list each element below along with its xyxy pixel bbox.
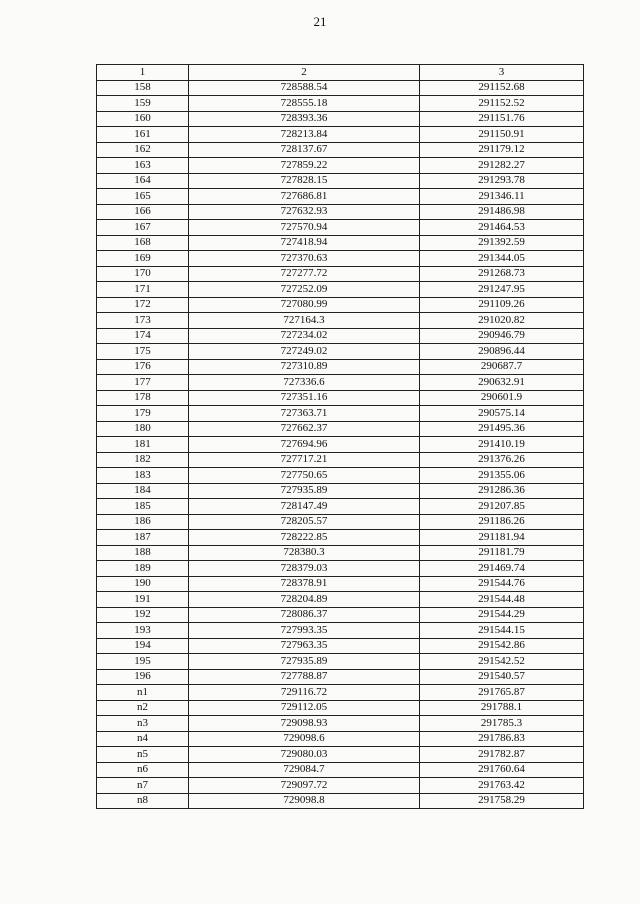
y-coordinate-cell: 291495.36: [420, 421, 584, 437]
y-coordinate-cell: 291346.11: [420, 189, 584, 205]
y-coordinate-cell: 291392.59: [420, 235, 584, 251]
x-coordinate-cell: 728086.37: [189, 607, 420, 623]
x-coordinate-cell: 729098.8: [189, 793, 420, 809]
point-id-cell: 168: [97, 235, 189, 251]
table-row: [97, 452, 584, 468]
point-id-cell: 162: [97, 142, 189, 158]
table-row: [97, 793, 584, 809]
x-coordinate-cell: 727418.94: [189, 235, 420, 251]
table-row: [97, 111, 584, 127]
point-id-cell: 176: [97, 359, 189, 375]
x-coordinate-cell: 728213.84: [189, 127, 420, 143]
y-coordinate-cell: 291268.73: [420, 266, 584, 282]
y-coordinate-cell: 291179.12: [420, 142, 584, 158]
y-coordinate-cell: 291486.98: [420, 204, 584, 220]
table-row: [97, 80, 584, 96]
y-coordinate-cell: 291186.26: [420, 514, 584, 530]
table-row: [97, 731, 584, 747]
y-coordinate-cell: 291282.27: [420, 158, 584, 174]
point-id-cell: 166: [97, 204, 189, 220]
y-coordinate-cell: 291758.29: [420, 793, 584, 809]
point-id-cell: 160: [97, 111, 189, 127]
table-row: [97, 282, 584, 298]
y-coordinate-cell: 291376.26: [420, 452, 584, 468]
point-id-cell: 167: [97, 220, 189, 236]
point-id-cell: 178: [97, 390, 189, 406]
x-coordinate-cell: 727164.3: [189, 313, 420, 329]
point-id-cell: 180: [97, 421, 189, 437]
x-coordinate-cell: 727370.63: [189, 251, 420, 267]
y-coordinate-cell: 291020.82: [420, 313, 584, 329]
y-coordinate-cell: 291786.83: [420, 731, 584, 747]
x-coordinate-cell: 728380.3: [189, 545, 420, 561]
point-id-cell: 172: [97, 297, 189, 313]
point-id-cell: 182: [97, 452, 189, 468]
x-coordinate-cell: 729084.7: [189, 762, 420, 778]
point-id-cell: 193: [97, 623, 189, 639]
point-id-cell: 173: [97, 313, 189, 329]
table-row: [97, 669, 584, 685]
table-row: [97, 235, 584, 251]
table-row: [97, 437, 584, 453]
x-coordinate-cell: 727363.71: [189, 406, 420, 422]
point-id-cell: 183: [97, 468, 189, 484]
header-row: [97, 65, 584, 81]
point-id-cell: 165: [97, 189, 189, 205]
table-body: [97, 80, 584, 809]
x-coordinate-cell: 727249.02: [189, 344, 420, 360]
y-coordinate-cell: 291181.79: [420, 545, 584, 561]
y-coordinate-cell: 290896.44: [420, 344, 584, 360]
x-coordinate-cell: 729112.05: [189, 700, 420, 716]
y-coordinate-cell: 291782.87: [420, 747, 584, 763]
x-coordinate-cell: 729116.72: [189, 685, 420, 701]
table-row: [97, 778, 584, 794]
x-coordinate-cell: 727570.94: [189, 220, 420, 236]
point-id-cell: 181: [97, 437, 189, 453]
x-coordinate-cell: 727277.72: [189, 266, 420, 282]
y-coordinate-cell: 291181.94: [420, 530, 584, 546]
x-coordinate-cell: 727310.89: [189, 359, 420, 375]
x-coordinate-cell: 729080.03: [189, 747, 420, 763]
table-row: [97, 576, 584, 592]
x-coordinate-cell: 727694.96: [189, 437, 420, 453]
y-coordinate-cell: 291760.64: [420, 762, 584, 778]
point-id-cell: 171: [97, 282, 189, 298]
y-coordinate-cell: 291785.3: [420, 716, 584, 732]
y-coordinate-cell: 290575.14: [420, 406, 584, 422]
x-coordinate-cell: 728205.57: [189, 514, 420, 530]
table-row: [97, 545, 584, 561]
x-coordinate-cell: 727935.89: [189, 654, 420, 670]
x-coordinate-cell: 727686.81: [189, 189, 420, 205]
table-row: [97, 142, 584, 158]
header-cell-col-1: 1: [97, 65, 189, 81]
point-id-cell: 158: [97, 80, 189, 96]
point-id-cell: 169: [97, 251, 189, 267]
table-row: [97, 716, 584, 732]
point-id-cell: 192: [97, 607, 189, 623]
table-row: [97, 173, 584, 189]
table-row: [97, 297, 584, 313]
table-row: [97, 700, 584, 716]
point-id-cell: 187: [97, 530, 189, 546]
y-coordinate-cell: 291544.15: [420, 623, 584, 639]
table-row: [97, 638, 584, 654]
y-coordinate-cell: 291247.95: [420, 282, 584, 298]
point-id-cell: 194: [97, 638, 189, 654]
table-row: [97, 390, 584, 406]
x-coordinate-cell: 727859.22: [189, 158, 420, 174]
x-coordinate-cell: 727662.37: [189, 421, 420, 437]
y-coordinate-cell: 290687.7: [420, 359, 584, 375]
point-id-cell: 174: [97, 328, 189, 344]
point-id-cell: n3: [97, 716, 189, 732]
table-row: [97, 607, 584, 623]
table-row: [97, 747, 584, 763]
x-coordinate-cell: 727993.35: [189, 623, 420, 639]
x-coordinate-cell: 728378.91: [189, 576, 420, 592]
y-coordinate-cell: 290946.79: [420, 328, 584, 344]
table-row: [97, 96, 584, 112]
point-id-cell: 189: [97, 561, 189, 577]
y-coordinate-cell: 291150.91: [420, 127, 584, 143]
y-coordinate-cell: 290601.9: [420, 390, 584, 406]
y-coordinate-cell: 291152.52: [420, 96, 584, 112]
table-row: [97, 592, 584, 608]
table-row: [97, 421, 584, 437]
point-id-cell: 184: [97, 483, 189, 499]
point-id-cell: n1: [97, 685, 189, 701]
table-row: [97, 499, 584, 515]
y-coordinate-cell: 291469.74: [420, 561, 584, 577]
y-coordinate-cell: 291410.19: [420, 437, 584, 453]
x-coordinate-cell: 728147.49: [189, 499, 420, 515]
x-coordinate-cell: 728222.85: [189, 530, 420, 546]
y-coordinate-cell: 291788.1: [420, 700, 584, 716]
point-id-cell: 188: [97, 545, 189, 561]
table-row: [97, 514, 584, 530]
x-coordinate-cell: 728137.67: [189, 142, 420, 158]
y-coordinate-cell: 291152.68: [420, 80, 584, 96]
table-row: [97, 375, 584, 391]
table-row: [97, 530, 584, 546]
point-id-cell: 185: [97, 499, 189, 515]
point-id-cell: n2: [97, 700, 189, 716]
x-coordinate-cell: 728555.18: [189, 96, 420, 112]
point-id-cell: n4: [97, 731, 189, 747]
table-row: [97, 654, 584, 670]
header-cell-col-3: 3: [420, 65, 584, 81]
y-coordinate-cell: 291544.29: [420, 607, 584, 623]
y-coordinate-cell: 291464.53: [420, 220, 584, 236]
x-coordinate-cell: 729098.6: [189, 731, 420, 747]
x-coordinate-cell: 727632.93: [189, 204, 420, 220]
table-row: [97, 483, 584, 499]
x-coordinate-cell: 727252.09: [189, 282, 420, 298]
point-id-cell: 170: [97, 266, 189, 282]
table-row: [97, 251, 584, 267]
table-row: [97, 468, 584, 484]
y-coordinate-cell: 291542.86: [420, 638, 584, 654]
table-row: [97, 561, 584, 577]
y-coordinate-cell: 291207.85: [420, 499, 584, 515]
y-coordinate-cell: 291544.76: [420, 576, 584, 592]
y-coordinate-cell: 291344.05: [420, 251, 584, 267]
table-row: [97, 189, 584, 205]
table-row: [97, 158, 584, 174]
header-cell-col-2: 2: [189, 65, 420, 81]
point-id-cell: 175: [97, 344, 189, 360]
point-id-cell: n6: [97, 762, 189, 778]
point-id-cell: 159: [97, 96, 189, 112]
point-id-cell: 163: [97, 158, 189, 174]
point-id-cell: 186: [97, 514, 189, 530]
x-coordinate-cell: 728379.03: [189, 561, 420, 577]
y-coordinate-cell: 291286.36: [420, 483, 584, 499]
y-coordinate-cell: 291540.57: [420, 669, 584, 685]
x-coordinate-cell: 727351.16: [189, 390, 420, 406]
point-id-cell: 196: [97, 669, 189, 685]
x-coordinate-cell: 729097.72: [189, 778, 420, 794]
table-header: [97, 65, 584, 81]
y-coordinate-cell: 291293.78: [420, 173, 584, 189]
x-coordinate-cell: 727080.99: [189, 297, 420, 313]
point-id-cell: 177: [97, 375, 189, 391]
x-coordinate-cell: 727336.6: [189, 375, 420, 391]
point-id-cell: n5: [97, 747, 189, 763]
y-coordinate-cell: 290632.91: [420, 375, 584, 391]
x-coordinate-cell: 728588.54: [189, 80, 420, 96]
x-coordinate-cell: 727788.87: [189, 669, 420, 685]
table-row: [97, 204, 584, 220]
table-row: [97, 328, 584, 344]
y-coordinate-cell: 291151.76: [420, 111, 584, 127]
table-row: [97, 313, 584, 329]
y-coordinate-cell: 291355.06: [420, 468, 584, 484]
table-row: [97, 220, 584, 236]
x-coordinate-cell: 727963.35: [189, 638, 420, 654]
x-coordinate-cell: 727828.15: [189, 173, 420, 189]
point-id-cell: 161: [97, 127, 189, 143]
x-coordinate-cell: 728393.36: [189, 111, 420, 127]
point-id-cell: 190: [97, 576, 189, 592]
table-row: [97, 127, 584, 143]
table-row: [97, 762, 584, 778]
x-coordinate-cell: 728204.89: [189, 592, 420, 608]
x-coordinate-cell: 727935.89: [189, 483, 420, 499]
x-coordinate-cell: 727717.21: [189, 452, 420, 468]
page-number: 21: [313, 14, 327, 29]
x-coordinate-cell: 729098.93: [189, 716, 420, 732]
table-row: [97, 344, 584, 360]
table-row: [97, 266, 584, 282]
table-row: [97, 406, 584, 422]
point-id-cell: 164: [97, 173, 189, 189]
point-id-cell: 195: [97, 654, 189, 670]
y-coordinate-cell: 291109.26: [420, 297, 584, 313]
y-coordinate-cell: 291544.48: [420, 592, 584, 608]
coordinates-table: [96, 64, 584, 809]
table-row: [97, 359, 584, 375]
table-row: [97, 685, 584, 701]
point-id-cell: n8: [97, 793, 189, 809]
point-id-cell: 191: [97, 592, 189, 608]
x-coordinate-cell: 727750.65: [189, 468, 420, 484]
y-coordinate-cell: 291765.87: [420, 685, 584, 701]
table-row: [97, 623, 584, 639]
y-coordinate-cell: 291542.52: [420, 654, 584, 670]
point-id-cell: n7: [97, 778, 189, 794]
point-id-cell: 179: [97, 406, 189, 422]
x-coordinate-cell: 727234.02: [189, 328, 420, 344]
y-coordinate-cell: 291763.42: [420, 778, 584, 794]
